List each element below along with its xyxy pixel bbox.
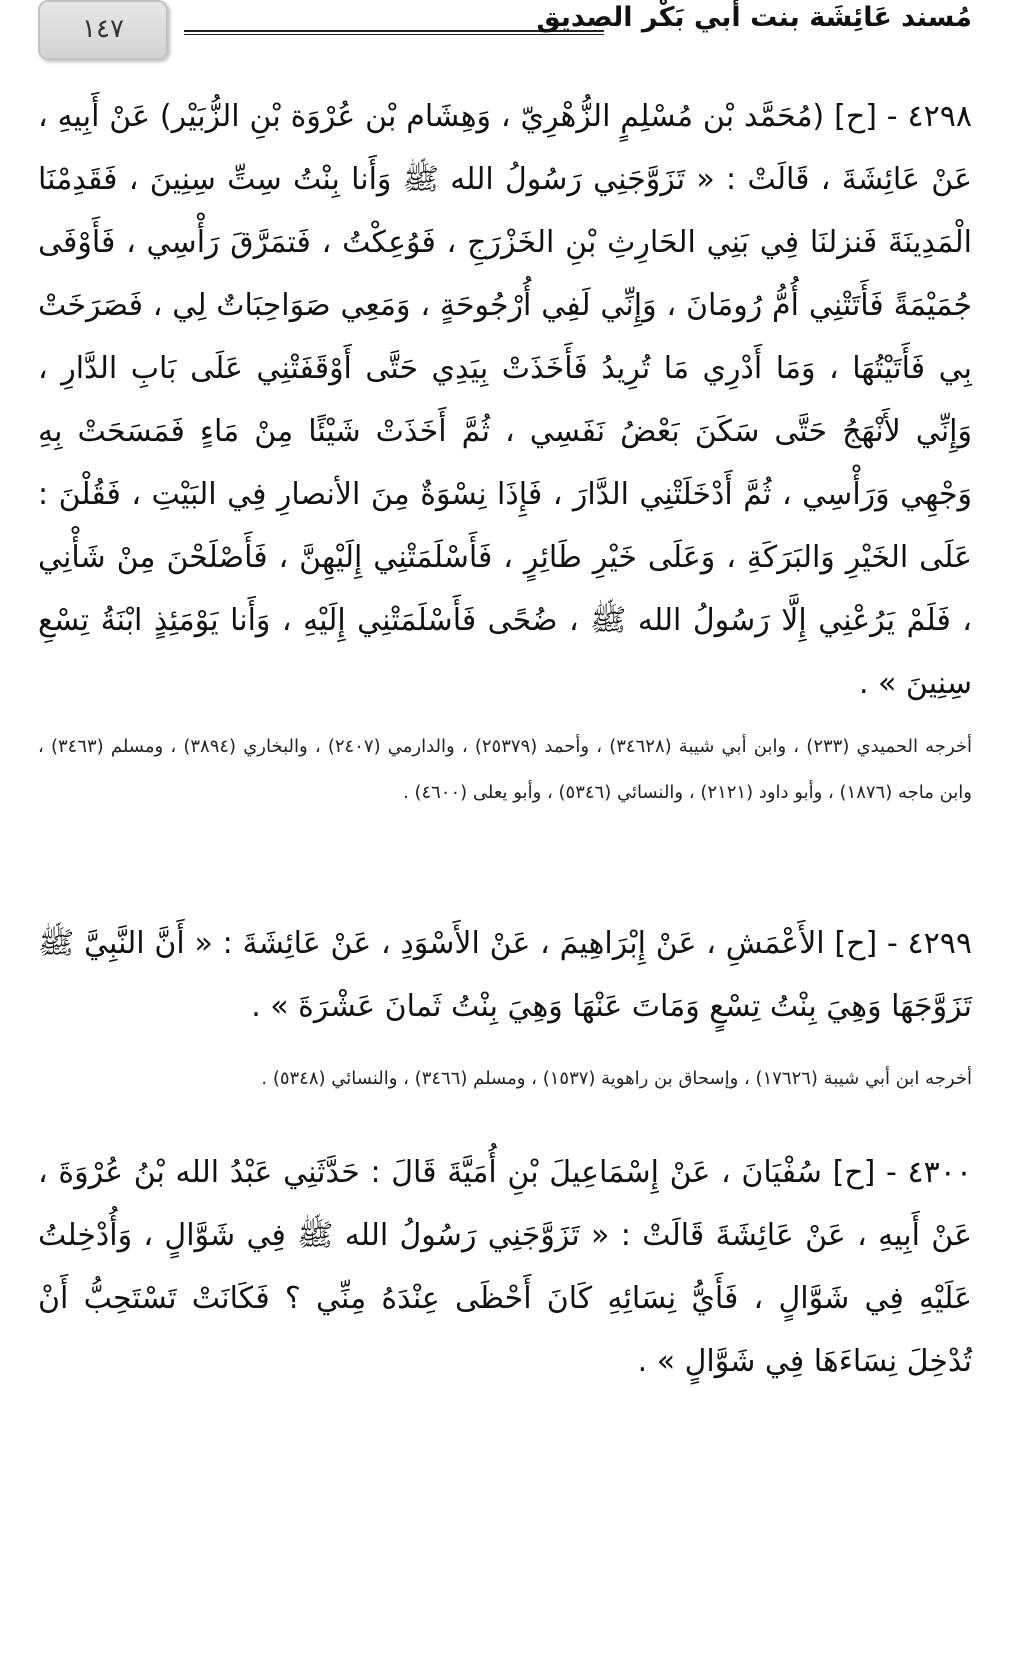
hadith-4299: ٤٢٩٩ - [ح] الأَعْمَشِ ، عَنْ إِبْرَاهِيمَ ، عَنْ الأَسْوَدِ ، عَنْ عَائِشَةَ : « أَنَّ النَّبِيَّ ﷺ تَزَوَّجَهَا وَهِيَ بِنْتُ تِسْعٍ وَمَاتَ عَنْهَا وَهِيَ بِنْتُ ثَمانَ عَشْرَةَ » . [38, 926, 972, 1024]
page-header [38, 0, 972, 68]
footnote-4299: أخرجه ابن أبي شيبة (١٧٦٢٦) ، وإسحاق بن راهوية (١٥٣٧) ، ومسلم (٣٤٦٦) ، والنسائي (٥٣٤٨) . [261, 1068, 972, 1089]
hadith-4298: ٤٢٩٨ - [ح] (مُحَمَّد بْن مُسْلِمٍ الزُّهْرِيّ ، وَهِشَام بْن عُرْوَة بْنِ الزُّبَيْر) عَنْ أَبِيهِ ، عَنْ عَائِشَةَ ، قَالَتْ : « تَزَوَّجَنِي رَسُولُ الله ﷺ وَأَنا بِنْتُ سِتِّ سِنِينَ ، فَقَدِمْنَا الْمَدِينَةَ فَنزلنَا فِي بَنِي الحَارِثِ بْنِ الخَزْرَجِ ، فَوُعِكْتُ ، فَتمَرَّقَ رَأْسِي ، فَأَوْفَى جُمَيْمَةً فَأَتَتْنِي أُمُّ رُومَانَ ، وَإِنِّي لَفِي أُرْجُوحَةٍ ، وَمَعِي صَوَاحِبَاتٌ لِي ، فَصَرَخَتْ بِي فَأَتَيْتُهَا ، وَمَا أَدْرِي مَا تُرِيدُ فَأَخَذَتْ بِيَدِي حَتَّى أَوْقَفَتْنِي عَلَى بَابِ الدَّارِ ، وَإِنِّي لأَنْهَجُ حَتَّى سَكَنَ بَعْضُ نَفَسِي ، ثُمَّ أَخَذَتْ شَيْئًا مِنْ مَاءٍ فَمَسَحَتْ بِهِ وَجْهِي وَرَأْسِي ، ثُمَّ أَدْخَلَتْنِي الدَّارَ ، فَإِذَا نِسْوَةٌ مِنَ الأنصارِ فِي البَيْتِ ، فَقُلْنَ : عَلَى الخَيْرِ وَالبَرَكَةِ ، وَعَلَى خَيْرِ طَائِرٍ ، فَأَسْلَمَتْنِي إِلَيْهِنَّ ، فَأَصْلَحْنَ مِنْ شَأْنِي ، فَلَمْ يَرُعْنِي إِلَّا رَسُولُ الله ﷺ ، ضُحًى فَأَسْلَمَتْنِي إِلَيْهِ ، وَأَنا يَوْمَئِذٍ ابْنَةُ تِسْعِ سِنِينَ » . [38, 99, 972, 701]
hadith-4300: ٤٣٠٠ - [ح] سُفْيَانَ ، عَنْ إِسْمَاعِيلَ بْنِ أُمَيَّةَ قَالَ : حَدَّثَنِي عَبْدُ الله بْنُ عُرْوَةَ ، عَنْ أَبِيهِ ، عَنْ عَائِشَةَ قَالَتْ : « تَزَوَّجَنِي رَسُولُ الله ﷺ فِي شَوَّالٍ ، وَأُدْخِلتُ عَلَيْهِ فِي شَوَّالٍ ، فَأَيُّ نِسَائِهِ كَانَ أَحْظَى عِنْدَهُ مِنِّي ؟ فَكَانَتْ تَسْتَحِبُّ أَنْ تُدْخِلَ نِسَاءَهَا فِي شَوَّالٍ » . [38, 1155, 972, 1379]
page-number-tab: ١٤٧ [38, 0, 168, 60]
running-title: مُسند عَائِشَة بنت أبي بَكْر الصديق [536, 2, 972, 33]
footnote-4298: أخرجه الحميدي (٢٣٣) ، وابن أبي شيبة (٣٤٦٢٨) ، وأحمد (٢٥٣٧٩) ، والدارمي (٢٤٠٧) ، والبخاري (٣٨٩٤) ، ومسلم (٣٤٦٣) ، وابن ماجه (١٨٧٦) ، وأبو داود (٢١٢١) ، والنسائي (٥٣٤٦) ، وأبو يعلى (٤٦٠٠) . [38, 736, 972, 803]
